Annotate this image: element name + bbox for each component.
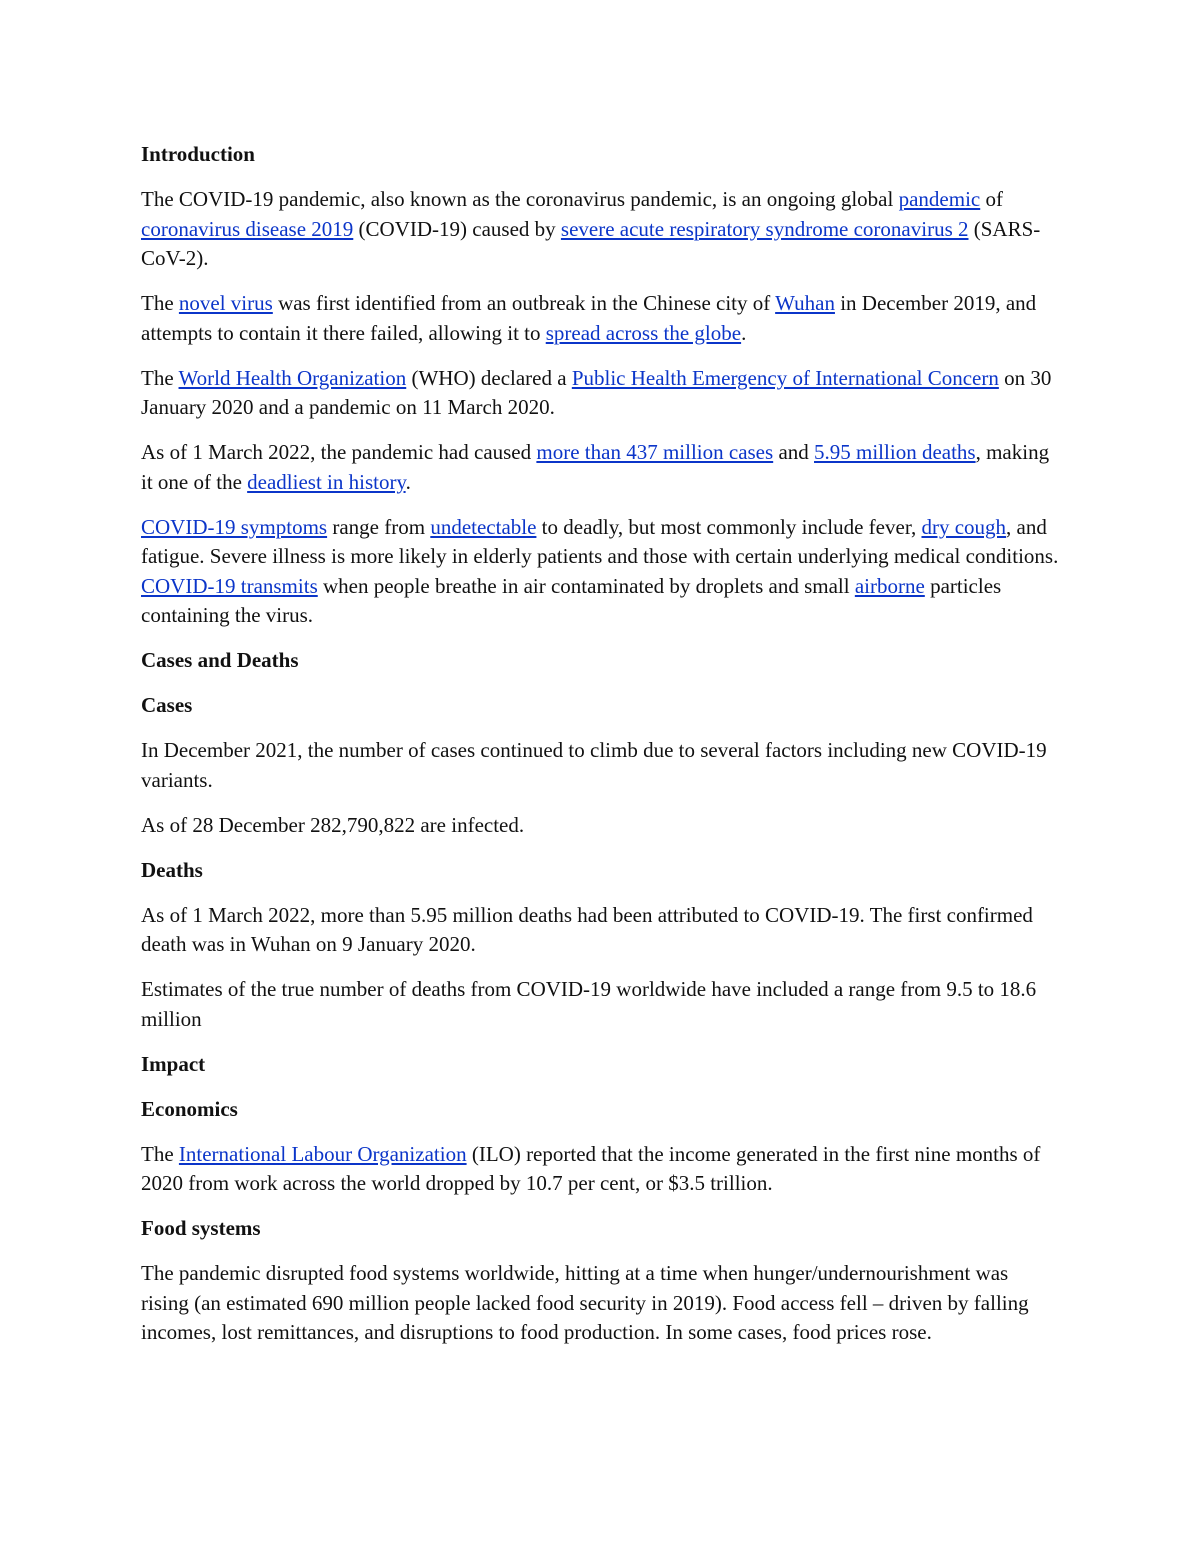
section-heading: Deaths xyxy=(141,857,203,882)
text-run: , making it one of the xyxy=(141,440,1050,494)
text-run: (WHO) declared a xyxy=(406,365,572,390)
text-run: In December 2021, the number of cases continued to climb due to several factors including new COVID-19 variants. xyxy=(141,738,1047,792)
text-run: The xyxy=(141,365,179,390)
text-run: . xyxy=(741,320,747,345)
text-run: As of 1 March 2022, the pandemic had caused xyxy=(141,440,537,464)
hyperlink[interactable]: severe acute respiratory syndrome coronavirus 2 xyxy=(560,216,969,241)
text-run: range from xyxy=(327,514,431,539)
section-heading: Impact xyxy=(141,1051,206,1076)
hyperlink[interactable]: undetectable xyxy=(430,514,537,539)
text-run: of xyxy=(980,187,1003,211)
text-run: The xyxy=(141,1141,179,1166)
hyperlink[interactable]: COVID-19 symptoms xyxy=(141,514,328,539)
hyperlink[interactable]: more than 437 million cases xyxy=(536,440,774,464)
text-run: on 30 January 2020 and a pandemic on 11 March 2020. xyxy=(141,365,1052,419)
text-run: , and fatigue. Severe illness is more likely in elderly patients and those with certain underlying medical conditions. xyxy=(141,514,1059,568)
paragraph xyxy=(141,811,1061,841)
section-heading: Economics xyxy=(141,1096,238,1121)
text-run: and xyxy=(773,440,815,464)
hyperlink[interactable]: pandemic xyxy=(898,187,981,211)
hyperlink[interactable]: Wuhan xyxy=(775,291,835,315)
text-run: was first identified from an outbreak in the Chinese city of xyxy=(272,291,776,315)
hyperlink[interactable]: novel virus xyxy=(178,291,273,315)
text-run: The pandemic disrupted food systems worldwide, hitting at a time when hunger/undernourishment was rising (an estimated 690 million people lacked food security in 2019). Food access fell – driven by falling incomes, lost remittances, and disruptions to food production. In some cases, food prices rose. xyxy=(141,1261,1029,1344)
hyperlink[interactable]: World Health Organization xyxy=(178,365,407,390)
text-run: Estimates of the true number of deaths from COVID-19 worldwide have included a range from 9.5 to 18.6 million xyxy=(141,977,1037,1031)
hyperlink[interactable]: International Labour Organization xyxy=(178,1141,467,1166)
text-run: As of 28 December 282,790,822 are infected. xyxy=(141,812,525,837)
paragraph xyxy=(141,736,1061,795)
hyperlink[interactable]: spread across the globe xyxy=(545,320,742,345)
hyperlink[interactable]: Public Health Emergency of International Concern xyxy=(571,365,999,390)
text-run: (ILO) reported that the income generated in the first nine months of 2020 from work across the world dropped by 10.7 per cent, or $3.5 trillion. xyxy=(141,1141,1041,1195)
paragraph xyxy=(141,438,1061,497)
hyperlink[interactable]: deadliest in history xyxy=(247,469,406,494)
paragraph xyxy=(141,185,1061,274)
hyperlink[interactable]: COVID-19 transmits xyxy=(141,573,318,598)
section-heading: Cases xyxy=(141,693,193,717)
section-heading: Introduction xyxy=(141,142,255,166)
paragraph xyxy=(141,364,1061,423)
hyperlink[interactable]: coronavirus disease 2019 xyxy=(141,216,354,241)
hyperlink[interactable]: 5.95 million deaths xyxy=(814,440,976,464)
section-heading: Food systems xyxy=(141,1216,261,1240)
text-run: particles containing the virus. xyxy=(141,573,1002,627)
text-run: to deadly, but most commonly include fever, xyxy=(536,514,922,539)
text-run: (SARS-CoV-2). xyxy=(141,216,1041,270)
paragraph xyxy=(141,975,1061,1034)
hyperlink[interactable]: airborne xyxy=(854,573,925,598)
paragraph xyxy=(141,513,1061,631)
text-run: . xyxy=(405,469,411,494)
text-run: The COVID-19 pandemic, also known as the coronavirus pandemic, is an ongoing global xyxy=(141,187,899,211)
text-run: (COVID-19) caused by xyxy=(353,216,561,241)
section-heading: Cases and Deaths xyxy=(141,648,299,672)
paragraph xyxy=(141,1140,1061,1199)
text-run: The xyxy=(141,291,179,315)
text-run: in December 2019, and attempts to contain it there failed, allowing it to xyxy=(141,291,1037,345)
paragraph xyxy=(141,289,1061,348)
paragraph xyxy=(141,901,1061,960)
paragraph xyxy=(141,1259,1061,1348)
text-run: when people breathe in air contaminated by droplets and small xyxy=(317,573,855,598)
text-run: As of 1 March 2022, more than 5.95 million deaths had been attributed to COVID-19. The first confirmed death was in Wuhan on 9 January 2020. xyxy=(141,902,1033,956)
hyperlink[interactable]: dry cough xyxy=(921,514,1007,539)
document-body xyxy=(141,140,1061,1363)
